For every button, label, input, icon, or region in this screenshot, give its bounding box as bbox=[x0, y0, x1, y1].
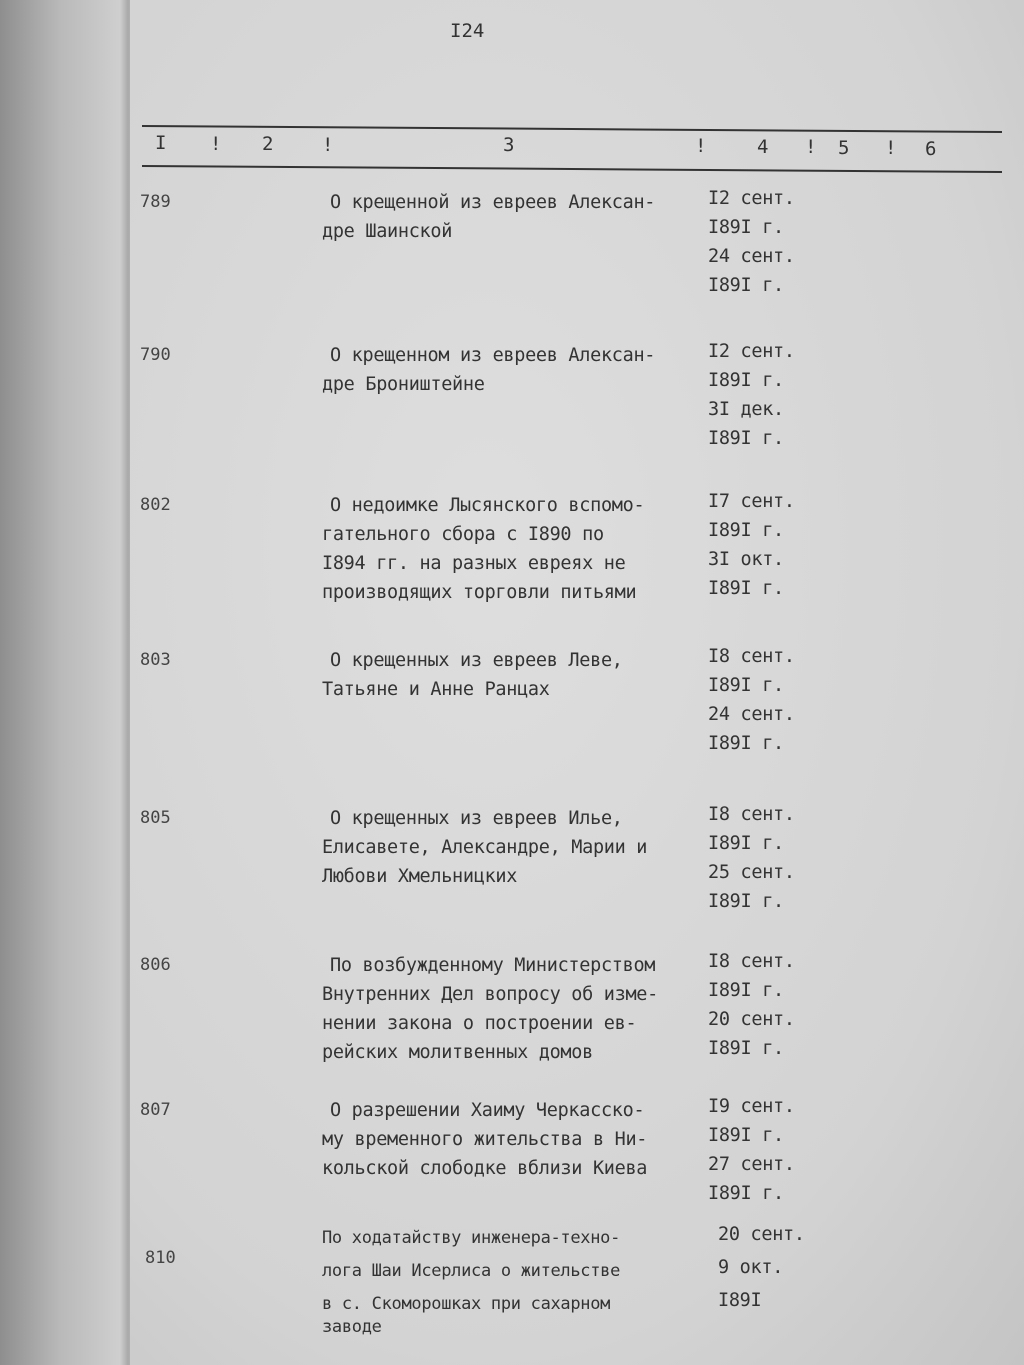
entry-date-line: I89I г. bbox=[708, 733, 784, 754]
entry-date-line: I89I г. bbox=[708, 675, 784, 696]
entry-title-line: дре Броништейне bbox=[322, 374, 485, 395]
entry-date-line: I8 сент. bbox=[708, 646, 795, 667]
entry-date-line: 24 сент. bbox=[708, 704, 795, 725]
column-header: ! bbox=[322, 133, 334, 156]
entry-date-line: I9 сент. bbox=[708, 1096, 795, 1117]
entry-title-line: рейских молитвенных домов bbox=[322, 1042, 593, 1063]
entry-date-line: I89I г. bbox=[708, 980, 784, 1001]
entry-title-line: му временного жительства в Ни- bbox=[322, 1129, 648, 1150]
entry-date-line: I89I bbox=[718, 1290, 762, 1311]
entry-date-line: I8 сент. bbox=[708, 804, 795, 825]
entry-title-line: нении закона о построении ев- bbox=[322, 1013, 637, 1034]
entry-date-line: 3I окт. bbox=[708, 549, 784, 570]
entry-title-line: I894 гг. на разных евреях не bbox=[322, 553, 626, 574]
entry-date-line: I8 сент. bbox=[708, 951, 795, 972]
entry-title-line: Внутренних Дел вопросу об изме- bbox=[322, 984, 658, 1005]
entry-title-line: По ходатайству инженера-техно- bbox=[322, 1228, 621, 1248]
entry-number: 806 bbox=[140, 955, 171, 975]
entry-date-line: I2 сент. bbox=[708, 188, 795, 209]
entry-title-line: О разрешении Хаиму Черкасско- bbox=[330, 1100, 645, 1121]
entry-number: 789 bbox=[140, 192, 171, 212]
column-header: I bbox=[155, 132, 167, 154]
entry-number: 807 bbox=[140, 1100, 171, 1120]
entry-date-line: I89I г. bbox=[708, 833, 784, 854]
entry-title-line: Татьяне и Анне Ранцах bbox=[322, 679, 550, 700]
column-header: 3 bbox=[503, 134, 515, 157]
entry-date-line: 24 сент. bbox=[708, 246, 795, 267]
entry-date-line: I89I г. bbox=[708, 891, 784, 912]
column-header: ! bbox=[695, 135, 707, 157]
entry-date-line: I89I г. bbox=[708, 1038, 784, 1059]
entry-date-line: 20 сент. bbox=[718, 1224, 805, 1245]
entry-number: 790 bbox=[140, 345, 171, 365]
entry-date-line: 20 сент. bbox=[708, 1009, 795, 1030]
entry-date-line: I89I г. bbox=[708, 1125, 784, 1146]
entry-date-line: I89I г. bbox=[708, 370, 784, 391]
entry-title-line: По возбужденному Министерством bbox=[330, 955, 656, 976]
entry-title-line: производящих торговли питьями bbox=[322, 582, 637, 603]
column-header: 5 bbox=[838, 136, 850, 159]
entry-date-line: 3I дек. bbox=[708, 399, 784, 420]
entry-title-line: О крещенных из евреев Леве, bbox=[330, 650, 623, 671]
entry-title-line: Любови Хмельницких bbox=[322, 866, 518, 887]
column-header: 2 bbox=[262, 133, 274, 156]
entry-title-line: О крещенной из евреев Алексан- bbox=[330, 192, 656, 213]
column-header: ! bbox=[805, 136, 817, 159]
entry-title-line: заводе bbox=[322, 1317, 382, 1337]
entry-date-line: I89I г. bbox=[708, 1183, 784, 1204]
entry-date-line: I89I г. bbox=[708, 520, 784, 541]
entry-date-line: I2 сент. bbox=[708, 341, 795, 362]
entry-title-line: О крещенных из евреев Илье, bbox=[330, 808, 623, 829]
entry-date-line: 25 сент. bbox=[708, 862, 795, 883]
column-header: ! bbox=[210, 132, 222, 155]
entry-date-line: 9 окт. bbox=[718, 1257, 784, 1278]
entry-title-line: Елисавете, Александре, Марии и bbox=[322, 837, 648, 858]
column-header: ! bbox=[885, 137, 897, 160]
entry-title-line: О недоимке Лысянского вспомо- bbox=[330, 495, 645, 516]
entry-number: 802 bbox=[140, 495, 171, 515]
column-header: 6 bbox=[925, 138, 937, 160]
entry-date-line: I89I г. bbox=[708, 275, 784, 296]
entry-date-line: I7 сент. bbox=[708, 491, 795, 512]
entry-title-line: лога Шаи Исерлиса о жительстве bbox=[322, 1261, 621, 1281]
entry-title-line: кольской слободке вблизи Киева bbox=[322, 1158, 648, 1179]
entry-date-line: I89I г. bbox=[708, 428, 784, 449]
entry-title-line: дре Шаинской bbox=[322, 221, 453, 242]
column-header: 4 bbox=[757, 135, 769, 158]
entry-date-line: I89I г. bbox=[708, 578, 784, 599]
page-number: I24 bbox=[450, 20, 485, 42]
entry-title-line: гательного сбора с I890 по bbox=[322, 524, 604, 545]
entry-number: 803 bbox=[140, 650, 171, 670]
entry-date-line: I89I г. bbox=[708, 217, 784, 238]
entry-date-line: 27 сент. bbox=[708, 1154, 795, 1175]
entry-title-line: О крещенном из евреев Алексан- bbox=[330, 345, 656, 366]
entry-number: 810 bbox=[145, 1248, 176, 1268]
entry-title-line: в с. Скоморошках при сахарном bbox=[322, 1294, 611, 1314]
entry-number: 805 bbox=[140, 808, 171, 828]
